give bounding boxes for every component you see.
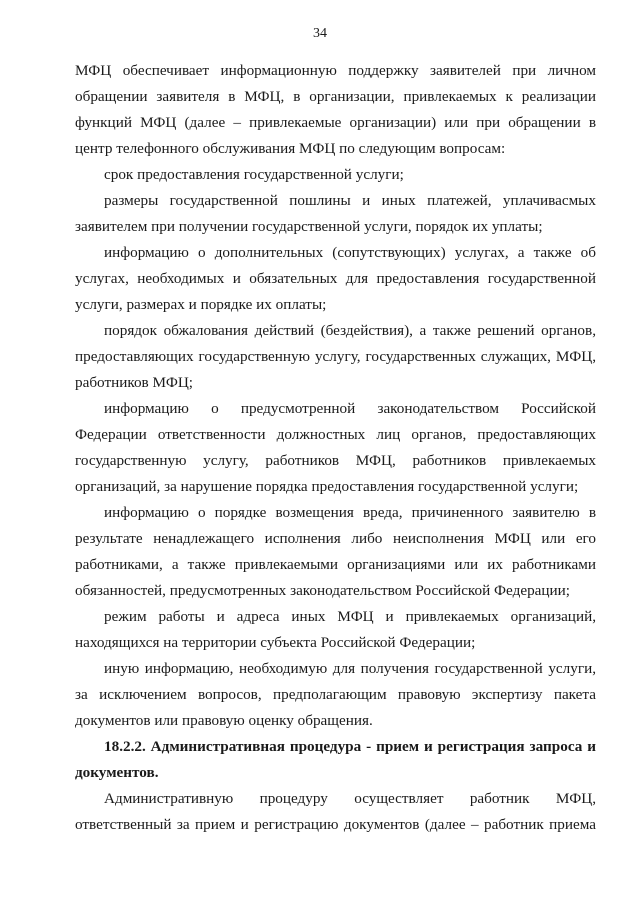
paragraph-list-item: информацию о предусмотренной законодательством Российской Федерации ответственности должностных лиц органов, предоставляющих государственную услугу, работников МФЦ, работников привлекаемых организаций, за нарушение порядка предоставления государственной услуги;: [75, 400, 596, 495]
paragraph-list-item: порядок обжалования действий (бездействия), а также решений органов, предоставляющих государственную услугу, государственных служащих, МФЦ, работников МФЦ;: [75, 322, 596, 391]
paragraph-list-item: информацию о дополнительных (сопутствующих) услугах, а также об услугах, необходимых и обязательных для предоставления государственной услуги, размерах и порядке их оплаты;: [75, 244, 596, 313]
paragraph-intro: МФЦ обеспечивает информационную поддержку заявителей при личном обращении заявителя в МФЦ, в организации, привлекаемых к реализации функций МФЦ (далее – привлекаемые организации) или при обращении в центр телефонного обслуживания МФЦ по следующим вопросам:: [75, 62, 596, 157]
paragraph-list-item: срок предоставления государственной услуги;: [104, 166, 404, 183]
paragraph-list-item: информацию о порядке возмещения вреда, причиненного заявителю в результате ненадлежащего исполнения либо неисполнения МФЦ или его работниками, а также привлекаемыми организациями или их работниками обязанностей, предусмотренных законодательством Российской Федерации;: [75, 504, 596, 599]
paragraph-list-item: режим работы и адреса иных МФЦ и привлекаемых организаций, находящихся на территории субъекта Российской Федерации;: [75, 608, 596, 651]
paragraph-list-item: размеры государственной пошлины и иных платежей, уплачивасмых заявителем при получении государственной услуги, порядок их уплаты;: [75, 192, 596, 235]
page-number: 34: [313, 26, 327, 41]
section-heading: 18.2.2. Административная процедура - прием и регистрация запроса и документов.: [75, 738, 596, 781]
document-body: [75, 58, 596, 838]
paragraph-list-item: иную информацию, необходимую для получения государственной услуги, за исключением вопросов, предполагающим правовую экспертизу пакета документов или правовую оценку обращения.: [75, 660, 596, 729]
paragraph-body: Административную процедуру осуществляет работник МФЦ, ответственный за прием и регистрацию документов (далее – работник приема: [75, 790, 596, 833]
